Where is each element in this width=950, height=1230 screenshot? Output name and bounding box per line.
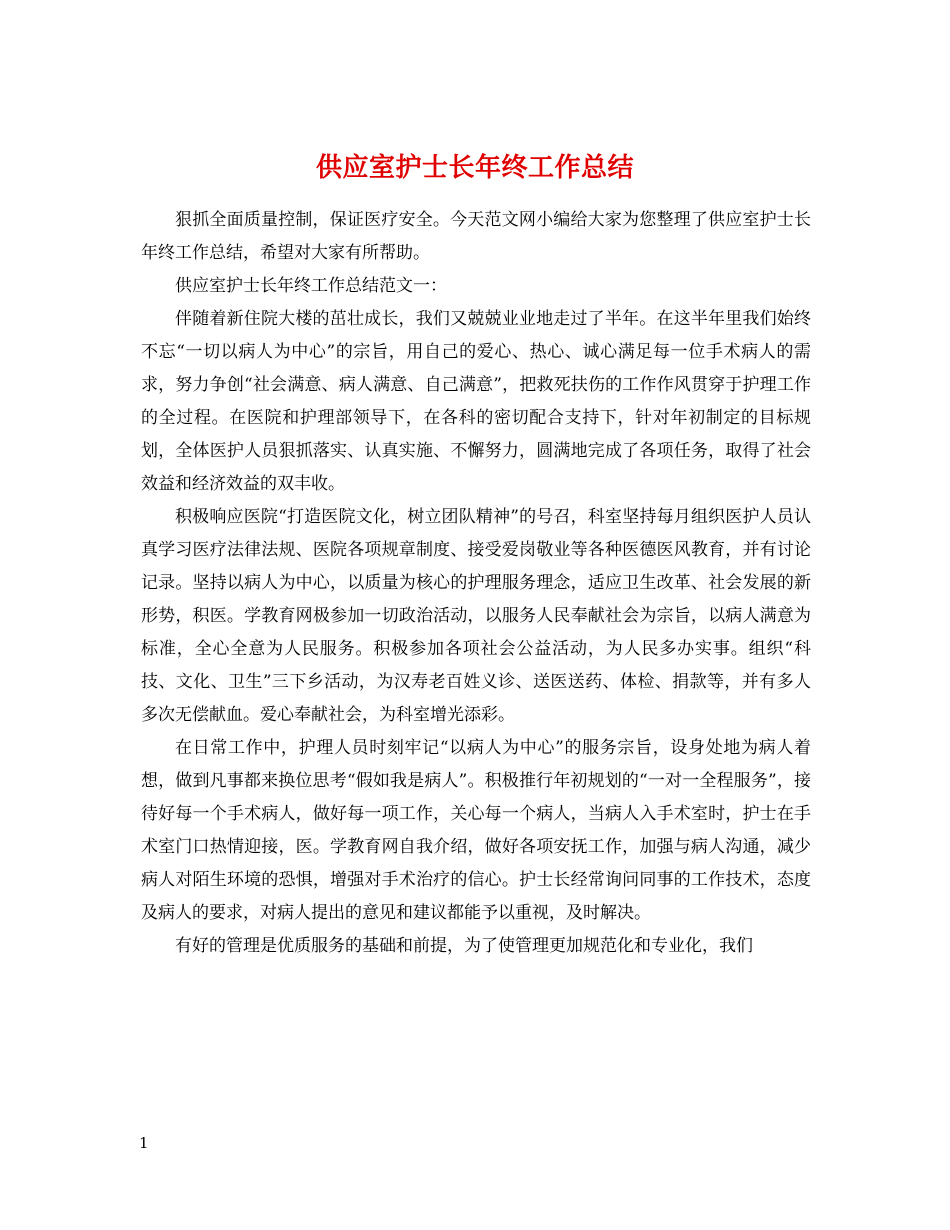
paragraph-1: 伴随着新住院大楼的茁壮成长，我们又兢兢业业地走过了半年。在这半年里我们始终不忘“一切以病人为中心”的宗旨，用自己的爱心、热心、诚心满足每一位手术病人的需求，努力争创“社会满意、病人满意、自己满意”，把救死扶伤的工作作风贯穿于护理工作的全过程。在医院和护理部领导下，在各科的密切配合支持下，针对年初制定的目标规划，全体医护人员狠抓落实、认真实施、不懈努力，圆满地完成了各项任务，取得了社会效益和经济效益的双丰收。 xyxy=(141,309,811,494)
paragraph-2: 积极响应医院“打造医院文化，树立团队精神”的号召，科室坚持每月组织医护人员认真学习医疗法律法规、医院各项规章制度、接受爱岗敬业等各种医德医风教育，并有讨论记录。坚持以病人为中心，以质量为核心的护理服务理念，适应卫生改革、社会发展的新形势，积医。学教育网极参加一切政治活动，以服务人民奉献社会为宗旨，以病人满意为标准，全心全意为人民服务。积极参加各项社会公益活动，为人民多办实事。组织“科技、文化、卫生”三下乡活动，为汉寿老百姓义诊、送医送药、体检、捐款等，并有多人多次无偿献血。爱心奉献社会，为科室增光添彩。 xyxy=(141,507,811,725)
paragraph-section-heading: 供应室护士长年终工作总结范文一： xyxy=(175,276,447,296)
document-body xyxy=(141,204,811,963)
paragraph-3: 在日常工作中，护理人员时刻牢记“以病人为中心”的服务宗旨，设身处地为病人着想，做到凡事都来换位思考“假如我是病人”。积极推行年初规划的“一对一全程服务”，接待好每一个手术病人，做好每一项工作，关心每一个病人，当病人入手术室时，护士在手术室门口热情迎接，医。学教育网自我介绍，做好各项安抚工作，加强与病人沟通，减少病人对陌生环境的恐惧，增强对手术治疗的信心。护士长经常询问同事的工作技术，态度及病人的要求，对病人提出的意见和建议都能予以重视，及时解决。 xyxy=(141,738,811,923)
document-title: 供应室护士长年终工作总结 xyxy=(315,153,634,184)
page-number: 1 xyxy=(139,1134,149,1152)
paragraph-intro: 狠抓全面质量控制，保证医疗安全。今天范文网小编给大家为您整理了供应室护士长年终工作总结，希望对大家有所帮助。 xyxy=(141,210,811,263)
paragraph-4: 有好的管理是优质服务的基础和前提，为了使管理更加规范化和专业化，我们 xyxy=(175,936,753,956)
